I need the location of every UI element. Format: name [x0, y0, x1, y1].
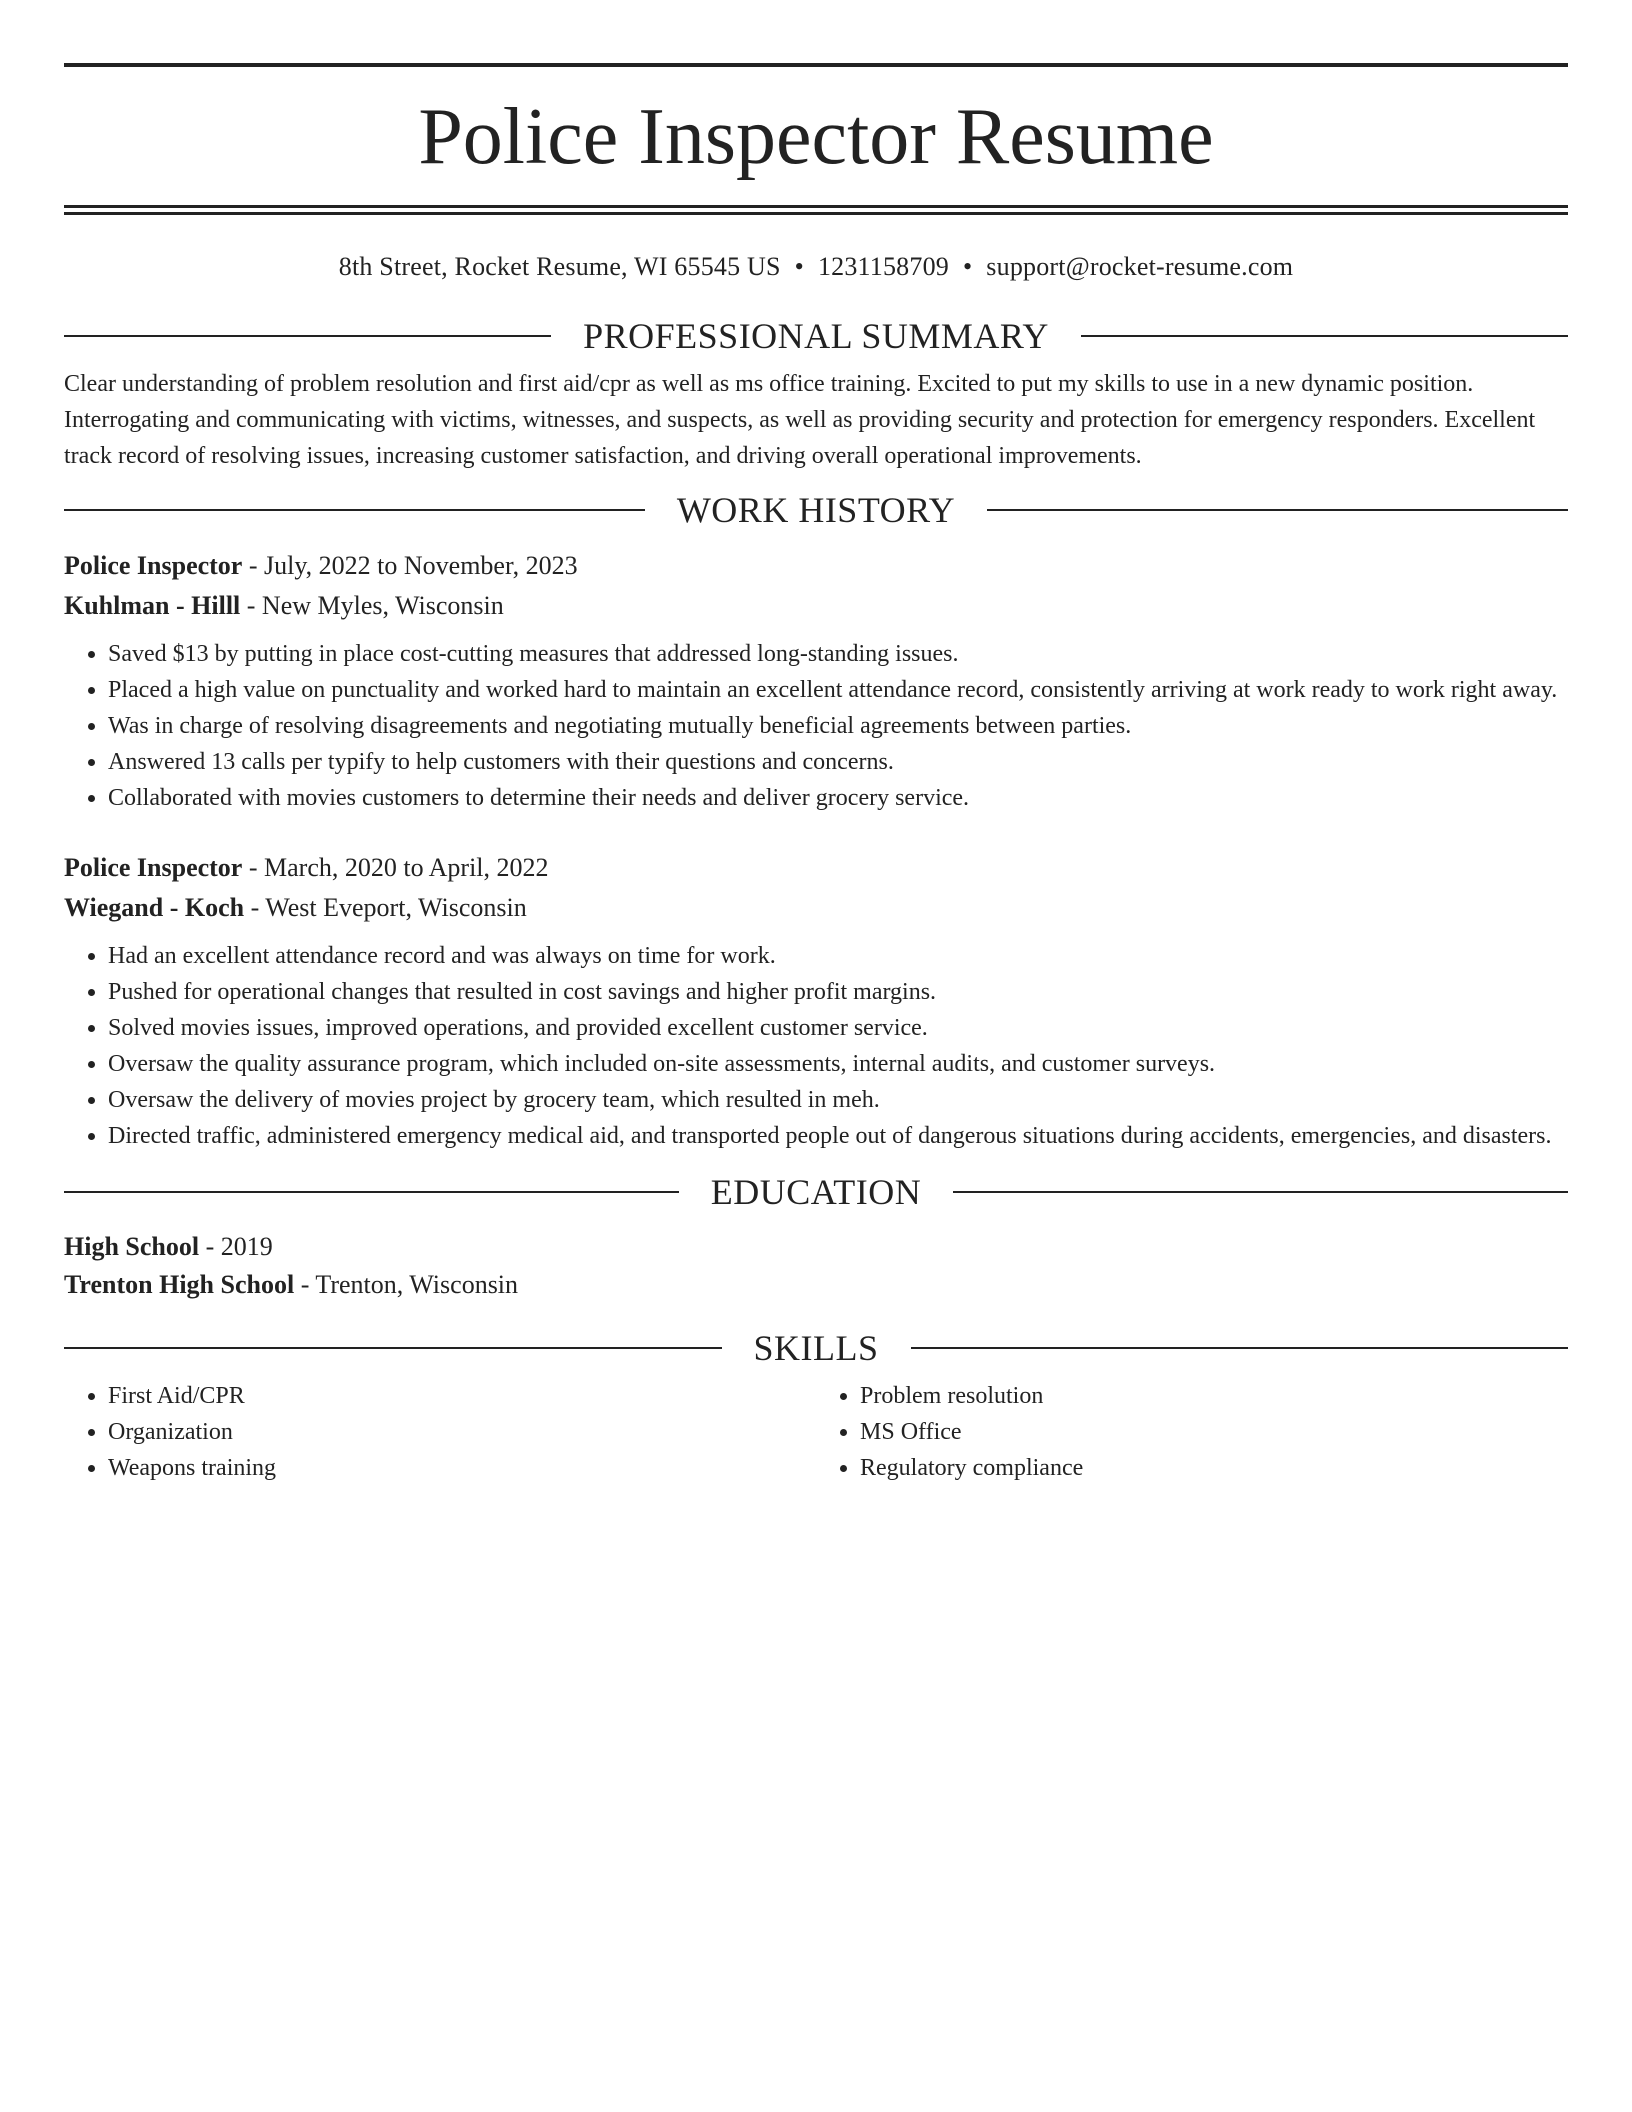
education-degree: High School	[64, 1232, 200, 1261]
skill-item: • Regulatory compliance	[860, 1450, 1568, 1486]
contact-separator: •	[962, 252, 973, 281]
section-heading-skills	[64, 1328, 1568, 1368]
job-title-line	[64, 848, 1568, 888]
section-heading-label: WORK HISTORY	[676, 490, 956, 530]
heading-rule	[64, 335, 551, 337]
job-location: - New Myles, Wisconsin	[240, 591, 504, 620]
job-company: Kuhlman - Hilll	[64, 591, 241, 620]
education-year: - 2019	[199, 1232, 273, 1261]
heading-rule	[64, 1191, 679, 1193]
section-heading-education	[64, 1172, 1568, 1212]
heading-rule	[64, 509, 645, 511]
skill-item: • MS Office	[860, 1414, 1568, 1450]
job-entry	[64, 546, 1568, 816]
top-rule	[64, 63, 1568, 67]
heading-rule	[987, 509, 1568, 511]
job-company-line	[64, 888, 1568, 928]
summary-text: Clear understanding of problem resolution and first aid/cpr as well as ms office training. Excited to put my skills to use in a new dynamic position. Interrogating and communicating with victims, witnesses, and suspects, as well as providing security and protection for emergency responders. Excellent track record of resolving issues, increasing customer satisfaction, and driving overall operational improvements.	[64, 371, 1536, 469]
contact-email: support@rocket-resume.com	[986, 252, 1294, 281]
heading-rule	[911, 1347, 1569, 1349]
heading-rule	[953, 1191, 1568, 1193]
skill-item: • Weapons training	[108, 1450, 816, 1486]
list-item: • Directed traffic, administered emergency medical aid, and transported people out of dangerous situations during accidents, emergencies, and disasters.	[108, 1118, 1568, 1154]
job-dates: - March, 2020 to April, 2022	[242, 853, 549, 882]
contact-separator: •	[794, 252, 804, 281]
heading-rule	[64, 1347, 722, 1349]
list-item: • Oversaw the quality assurance program, which included on-site assessments, internal audits, and customer surveys.	[108, 1046, 1568, 1082]
education-entry	[64, 1228, 1568, 1304]
job-title-line	[64, 546, 1568, 586]
section-heading-summary	[64, 316, 1568, 356]
job-title: Police Inspector	[64, 551, 243, 580]
heading-rule	[1081, 335, 1568, 337]
list-item: • Saved $13 by putting in place cost-cutting measures that addressed long-standing issues.	[108, 636, 1568, 672]
section-heading-label: PROFESSIONAL SUMMARY	[583, 316, 1049, 356]
list-item: • Placed a high value on punctuality and worked hard to maintain an excellent attendance record, consistently arriving at work ready to work right away.	[108, 672, 1568, 708]
list-item: • Pushed for operational changes that resulted in cost savings and higher profit margins.	[108, 974, 1568, 1010]
section-heading-label: EDUCATION	[710, 1172, 922, 1212]
skill-item: • First Aid/CPR	[108, 1378, 816, 1414]
skill-item: • Organization	[108, 1414, 816, 1450]
list-item: • Solved movies issues, improved operations, and provided excellent customer service.	[108, 1010, 1568, 1046]
contact-line	[64, 252, 1568, 282]
section-heading-label: SKILLS	[753, 1328, 879, 1368]
education-school-line	[64, 1266, 1568, 1304]
job-location: - West Eveport, Wisconsin	[244, 893, 527, 922]
education-degree-line	[64, 1228, 1568, 1266]
skills-list	[64, 1378, 1568, 1486]
resume-title: Police Inspector Resume	[418, 93, 1214, 181]
skills-column-right	[816, 1378, 1568, 1486]
list-item: • Was in charge of resolving disagreements and negotiating mutually beneficial agreements between parties.	[108, 708, 1568, 744]
job-bullets	[64, 636, 1568, 816]
education-location: - Trenton, Wisconsin	[294, 1270, 519, 1299]
education-school: Trenton High School	[64, 1270, 295, 1299]
job-dates: - July, 2022 to November, 2023	[242, 551, 578, 580]
section-heading-work-history	[64, 490, 1568, 530]
skills-column-left	[64, 1378, 816, 1486]
job-company-line	[64, 586, 1568, 626]
job-title: Police Inspector	[64, 853, 243, 882]
list-item: • Had an excellent attendance record and was always on time for work.	[108, 938, 1568, 974]
job-company: Wiegand - Koch	[64, 893, 245, 922]
job-bullets	[64, 938, 1568, 1154]
contact-address: 8th Street, Rocket Resume, WI 65545 US	[338, 252, 781, 281]
contact-phone: 1231158709	[817, 252, 949, 281]
title-double-rule	[64, 205, 1568, 215]
list-item: • Oversaw the delivery of movies project by grocery team, which resulted in meh.	[108, 1082, 1568, 1118]
list-item: • Collaborated with movies customers to determine their needs and deliver grocery service.	[108, 780, 1568, 816]
job-entry	[64, 848, 1568, 1154]
list-item: • Answered 13 calls per typify to help customers with their questions and concerns.	[108, 744, 1568, 780]
skill-item: • Problem resolution	[860, 1378, 1568, 1414]
